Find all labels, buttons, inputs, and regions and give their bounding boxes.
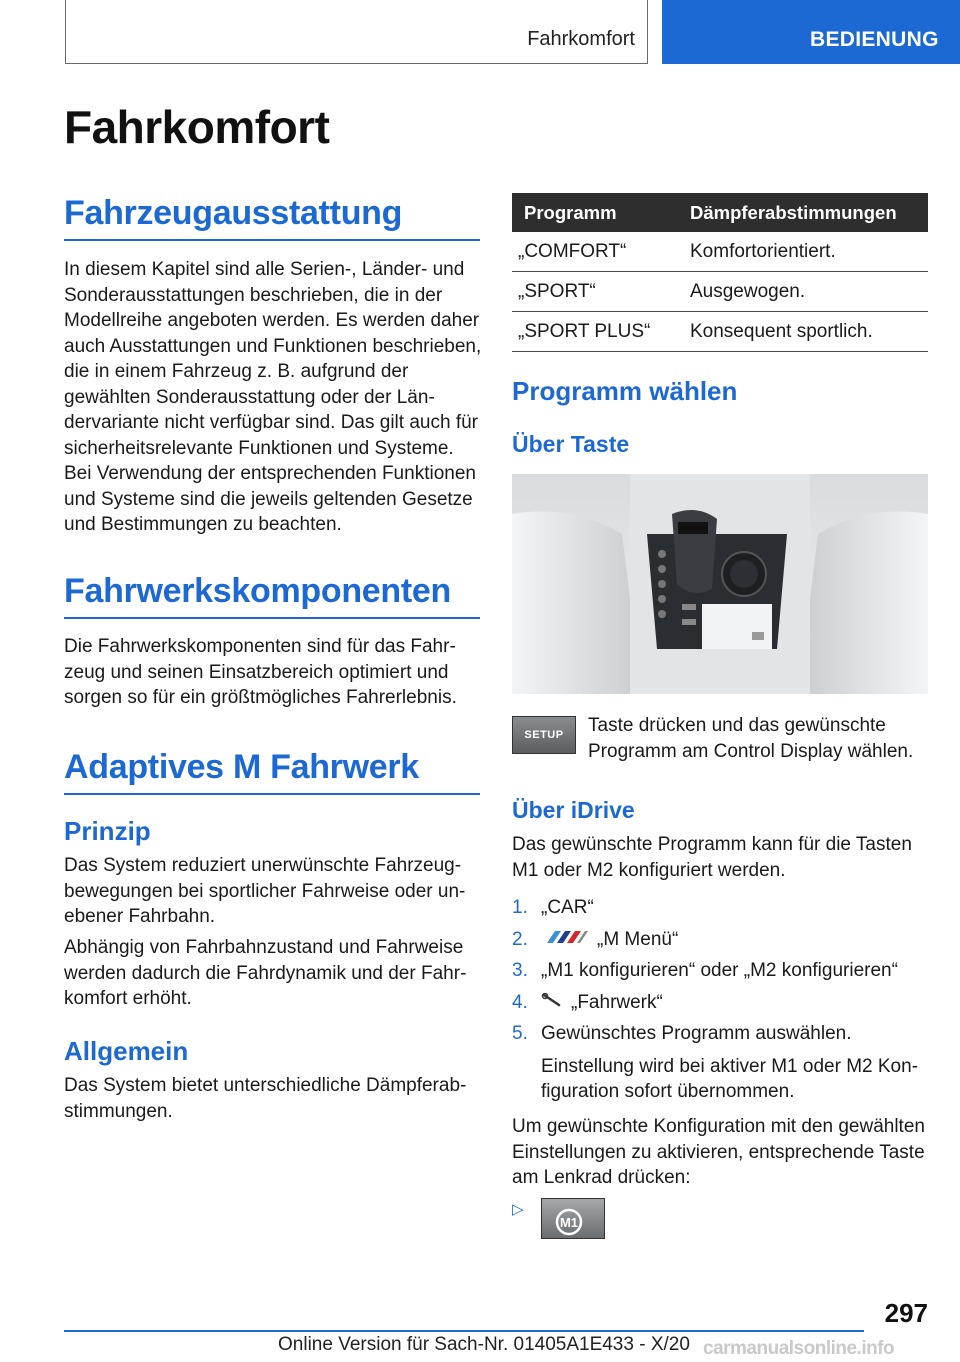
heading-ueber-taste: Über Taste [512,431,630,457]
heading-adaptives-m-fahrwerk: Adaptives M Fahrwerk [64,748,480,795]
list-item [512,958,928,984]
table-header-programm: Programm [512,193,678,232]
header-chapter-tab[interactable] [662,0,960,64]
table-row [512,272,928,312]
header-section-title: Fahrkomfort [527,28,635,50]
m-menu-icon [541,930,589,944]
heading-allgemein: Allgemein [64,1036,189,1066]
m1-button-icon [541,1198,605,1239]
step-number: 4. [512,991,528,1013]
table-cell-programm: „COMFORT“ [512,232,678,272]
table-cell-abstimmung: Ausgewogen. [678,272,928,312]
text-setup-instruction: Taste drücken und das gewünschte Programm am Control Display wählen. [588,715,914,762]
text-fahrzeugausstattung: In diesem Kapitel sind alle Serien-, Länder- und Sonderausstattungen beschrieben, die in der Modellreihe angeboten werden. Es werden daher auch Ausstattungen und Funktionen beschrieben, die in einem Fahrzeug z. B. aufgrund der gewählten Sonderausstattung oder der Ländervariante nicht verfügbar sind. Das gilt auch für sicherheitsrelevante Funktionen und Systeme. Bei Verwendung der entsprechenden Funktionen und Systeme sind die jeweils geltenden Gesetze und Bestimmungen zu beachten. [64,259,482,535]
header-chapter-label: BEDIENUNG [810,28,939,51]
step-text: „M1 konfigurieren“ oder „M2 konfigurieren“ [541,960,898,981]
m1-icon [542,1199,604,1238]
table-cell-programm: „SPORT“ [512,272,678,312]
text-idrive: Das gewünschte Programm kann für die Tasten M1 oder M2 konfiguriert werden. [512,834,912,881]
center-console-image [512,474,928,694]
list-item [512,927,928,953]
text-prinzip-1: Das System reduziert unerwünschte Fahrzeugbewegungen bei sportlicher Fahrweise oder unebener Fahrbahn. [64,855,466,927]
table-row [512,312,928,352]
text-prinzip-2: Abhängig von Fahrbahnzustand und Fahrweise werden dadurch die Fahrdynamik und der Fahrkomfort erhöht. [64,937,467,1009]
table-header-daempfer: Dämpferabstimmungen [678,193,928,232]
table-row [512,232,928,272]
heading-prinzip: Prinzip [64,816,151,846]
heading-fahrzeugausstattung: Fahrzeugausstattung [64,194,480,241]
watermark: carmanualsonline.info [703,1338,895,1359]
table-cell-abstimmung: Konsequent sportlich. [678,312,928,352]
footer-text: Online Version für Sach-Nr. 01405A1E433 - X/20 [278,1334,690,1355]
step-number: 5. [512,1023,528,1044]
bullet-triangle-icon: ▷ [512,1201,524,1218]
idrive-steps [512,895,928,1105]
chassis-icon [541,993,563,1007]
page-title: Fahrkomfort [64,101,330,153]
table-header-row [512,193,928,232]
step-number: 3. [512,960,528,981]
text-fahrwerkskomponenten: Die Fahrwerkskomponenten sind für das Fahrzeug und seinen Einsatzbereich optimiert und sorgen so für ein größtmögliches Fahrerlebnis. [64,636,457,708]
list-item [512,990,928,1016]
page-number: 297 [884,1298,928,1328]
step-subtext: Einstellung wird bei aktiver M1 oder M2 Konfiguration sofort übernommen. [541,1055,919,1102]
footer-rule [64,1330,864,1332]
table-cell-programm: „SPORT PLUS“ [512,312,678,352]
step-number: 1. [512,897,528,918]
heading-fahrwerkskomponenten: Fahrwerkskomponenten [64,572,480,619]
text-allgemein: Das System bietet unterschiedliche Dämpferabstimmungen. [64,1075,467,1122]
damper-table [512,193,928,352]
step-text: „Fahrwerk“ [571,991,663,1013]
step-number: 2. [512,928,528,950]
text-konfiguration: Um gewünschte Konfiguration mit den gewählten Einstellungen zu aktivieren, entsprechende Taste am Lenkrad drücken: [512,1116,925,1188]
step-text: „M Menü“ [597,928,679,950]
heading-programm-waehlen: Programm wählen [512,376,738,406]
m1-letter: M1 [559,1215,579,1230]
table-cell-abstimmung: Komfortorientiert. [678,232,928,272]
list-item [512,895,928,921]
list-item [512,1021,928,1105]
heading-ueber-idrive: Über iDrive [512,797,635,823]
step-text: Gewünschtes Programm auswählen. [541,1023,852,1044]
setup-button-icon: SETUP [512,716,576,754]
step-text: „CAR“ [541,897,594,918]
